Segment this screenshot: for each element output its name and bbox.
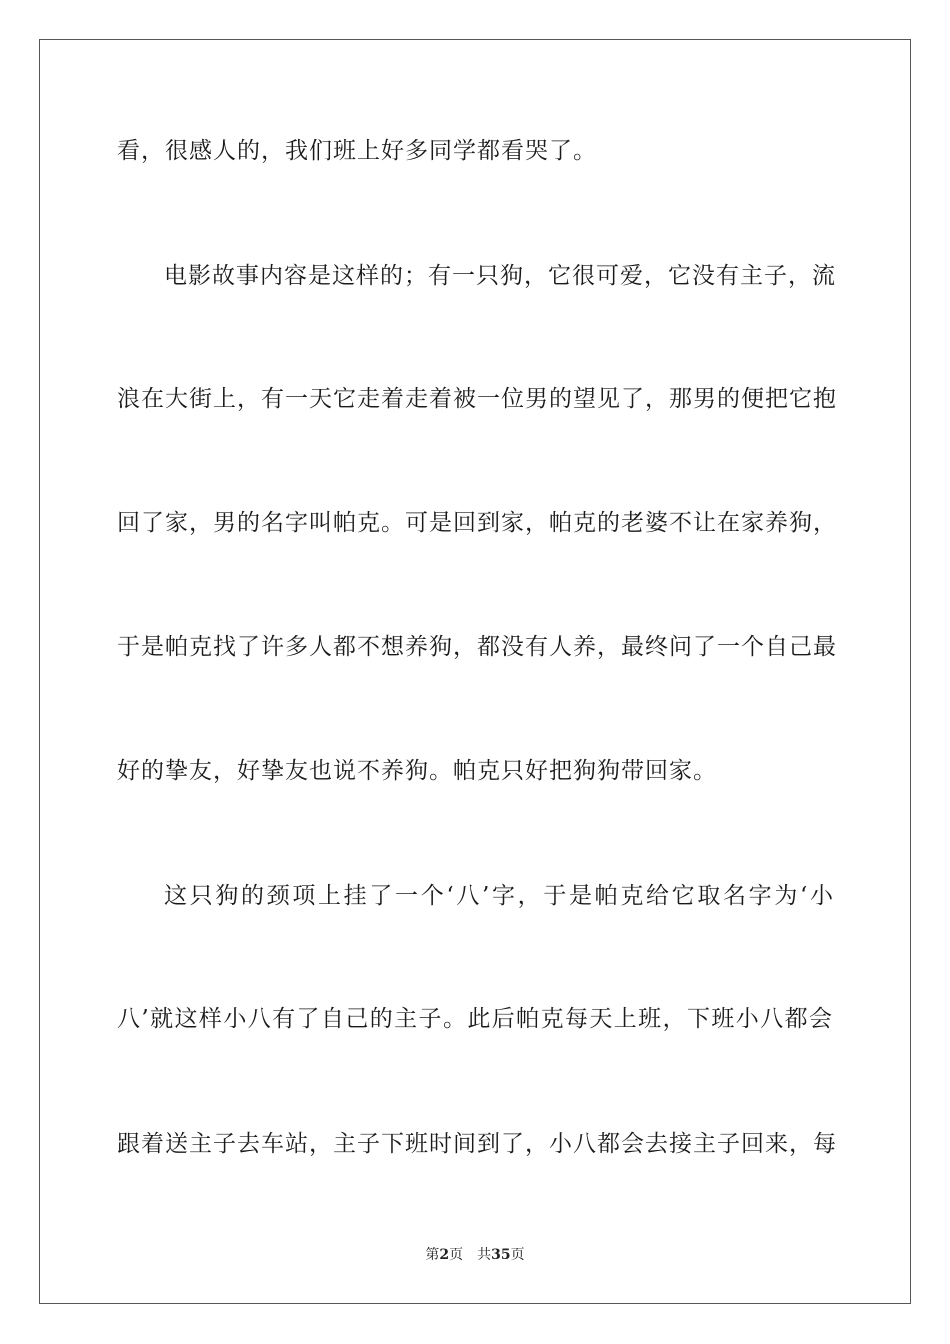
- paragraph-line-2: 电影故事内容是这样的；有一只狗，它很可爱，它没有主子，流: [164, 263, 836, 289]
- total-label-prefix: 共: [477, 1247, 492, 1263]
- page-label-prefix: 第: [425, 1247, 440, 1263]
- paragraph-line-7: 这只狗的颈项上挂了一个‘八’字，于是帕克给它取名字为‘小: [164, 883, 834, 909]
- page-label-suffix: 页: [449, 1247, 464, 1263]
- total-pages-number: 35: [491, 1247, 511, 1263]
- paragraph-line-6: 好的挚友，好挚友也说不养狗。帕克只好把狗狗带回家。: [117, 758, 717, 784]
- paragraph-line-5: 于是帕克找了许多人都不想养狗，都没有人养，最终问了一个自己最: [117, 634, 837, 660]
- paragraph-line-1: 看，很感人的，我们班上好多同学都看哭了。: [117, 138, 597, 164]
- total-label-suffix: 页: [510, 1247, 525, 1263]
- paragraph-line-3: 浪在大街上，有一天它走着走着被一位男的望见了，那男的便把它抱: [117, 386, 837, 412]
- current-page-number: 2: [439, 1247, 450, 1263]
- paragraph-line-9: 跟着送主子去车站，主子下班时间到了，小八都会去接主子回来，每: [117, 1131, 837, 1157]
- page-footer: [0, 1245, 950, 1265]
- paragraph-line-4: 回了家，男的名字叫帕克。可是回到家，帕克的老婆不让在家养狗，: [117, 510, 837, 536]
- paragraph-line-8: 八’就这样小八有了自己的主子。此后帕克每天上班，下班小八都会: [117, 1006, 833, 1032]
- page-border: [39, 39, 911, 1304]
